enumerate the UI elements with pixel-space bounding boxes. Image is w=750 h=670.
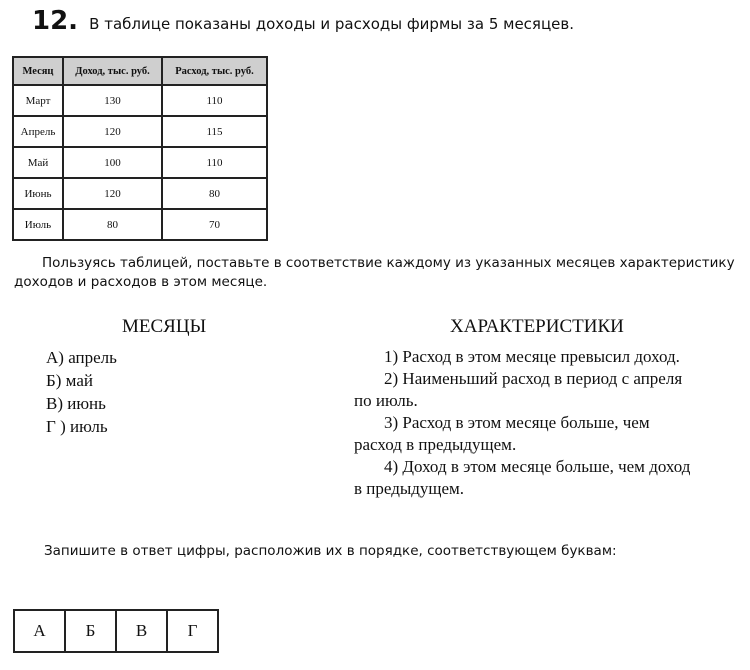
header-month: Месяц [13,57,63,85]
matching-instruction [14,254,750,292]
cell-income: 120 [63,116,162,147]
cell-month: Март [13,85,63,116]
table-row [13,209,267,240]
question-number: 12. [32,6,79,36]
table-row [13,85,267,116]
answer-cell-v[interactable]: В [116,610,167,652]
cell-expense: 110 [162,147,267,178]
instruction-line: Пользуясь таблицей, поставьте в соответствие каждому из указанных месяцев характеристику [42,255,735,271]
characteristics-heading: ХАРАКТЕРИСТИКИ [450,316,624,337]
table-header-row [13,57,267,85]
cell-expense: 80 [162,178,267,209]
cell-income: 130 [63,85,162,116]
table-row [13,178,267,209]
answer-letters-row [14,610,218,652]
characteristic-4: 4) Доход в этом месяце больше, чем доход в предыдущем. [354,457,691,498]
answer-instruction: Запишите в ответ цифры, расположив их в порядке, соответствующем буквам: [44,543,617,559]
table-row [13,116,267,147]
month-option-g: Г ) июль [46,417,108,436]
cell-income: 100 [63,147,162,178]
header-income: Доход, тыс. руб. [63,57,162,85]
cell-expense: 70 [162,209,267,240]
instruction-line: доходов и расходов в этом месяце. [14,274,268,290]
characteristic-3: 3) Расход в этом месяце больше, чем расход в предыдущем. [354,413,650,454]
month-option-a: А) апрель [46,348,117,367]
answer-cell-a[interactable]: А [14,610,65,652]
characteristics-list [354,346,694,500]
header-expense: Расход, тыс. руб. [162,57,267,85]
answer-cell-g[interactable]: Г [167,610,218,652]
table-row [13,147,267,178]
cell-month: Май [13,147,63,178]
cell-income: 80 [63,209,162,240]
question-text: В таблице показаны доходы и расходы фирмы за 5 месяцев. [89,15,574,33]
cell-expense: 110 [162,85,267,116]
month-option-b: Б) май [46,371,93,390]
cell-month: Июль [13,209,63,240]
months-list [46,346,117,438]
answer-table [13,609,219,653]
month-option-v: В) июнь [46,394,106,413]
cell-expense: 115 [162,116,267,147]
characteristic-1: 1) Расход в этом месяце превысил доход. [384,347,680,366]
income-expense-table [12,56,268,241]
characteristic-2: 2) Наименьший расход в период с апреля по июль. [354,369,683,410]
cell-month: Июнь [13,178,63,209]
answer-cell-b[interactable]: Б [65,610,116,652]
months-heading: МЕСЯЦЫ [122,316,207,337]
cell-month: Апрель [13,116,63,147]
cell-income: 120 [63,178,162,209]
question-header [32,6,574,36]
